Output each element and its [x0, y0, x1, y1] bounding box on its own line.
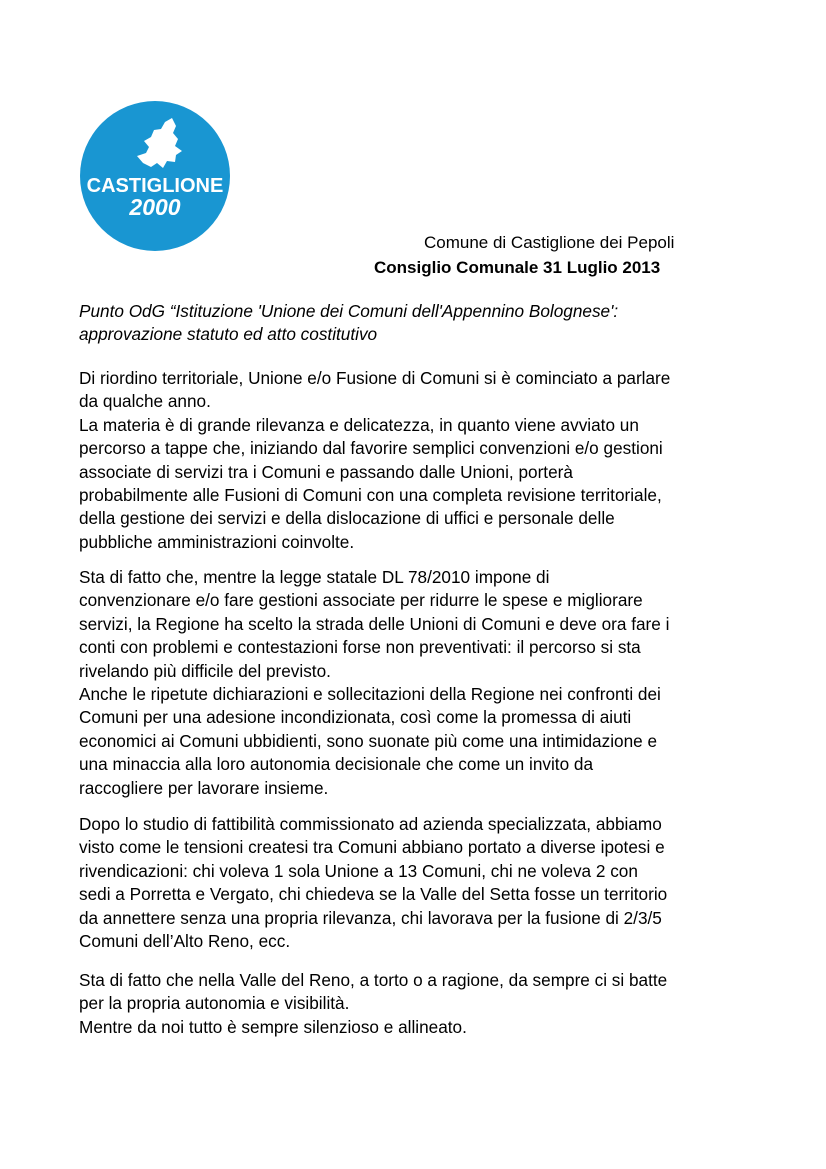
- paragraph-2: [79, 566, 759, 800]
- text-line: associate di servizi tra i Comuni e passando dalle Unioni, porterà: [79, 461, 573, 482]
- text-line: della gestione dei servizi e della dislocazione di uffici e personale delle: [79, 508, 615, 529]
- text-line: approvazione statuto ed atto costitutivo: [79, 324, 378, 345]
- text-line: visto come le tensioni createsi tra Comuni abbiano portato a diverse ipotesi e: [79, 837, 665, 858]
- text-line: La materia è di grande rilevanza e delicatezza, in quanto viene avviato un: [79, 414, 639, 435]
- text-line: da qualche anno.: [79, 391, 211, 412]
- text-line: da annettere senza una propria rilevanza, chi lavorava per la fusione di 2/3/5: [79, 907, 662, 928]
- text-line: Dopo lo studio di fattibilità commissionato ad azienda specializzata, abbiamo: [79, 814, 662, 834]
- text-line: percorso a tappe che, iniziando dal favorire semplici convenzioni e/o gestioni: [79, 438, 663, 459]
- text-line: rivendicazioni: chi voleva 1 sola Unione a 13 Comuni, chi ne voleva 2 con: [79, 860, 638, 881]
- paragraph-1: [79, 367, 759, 554]
- text-line: economici ai Comuni ubbidienti, sono suonate più come una intimidazione e: [79, 730, 658, 751]
- text-line: rivelando più difficile del previsto.: [79, 660, 331, 681]
- text-line: Di riordino territoriale, Unione e/o Fusione di Comuni si è cominciato a parlare: [79, 368, 671, 388]
- text-line: Comuni per una adesione incondizionata, così come la promessa di aiuti: [79, 707, 632, 728]
- text-line: conti con problemi e contestazioni forse non preventivati: il percorso si sta: [79, 637, 641, 658]
- text-line: Comuni dell’Alto Reno, ecc.: [79, 931, 291, 952]
- svg-text:CASTIGLIONE: CASTIGLIONE: [86, 175, 224, 197]
- text-line: Mentre da noi tutto è sempre silenzioso e allineato.: [79, 1016, 467, 1037]
- svg-text:2000: 2000: [129, 194, 181, 220]
- council-session-title: Consiglio Comunale 31 Luglio 2013: [374, 258, 661, 277]
- text-line: convenzionare e/o fare gestioni associate per ridurre le spese e migliorare: [79, 590, 643, 611]
- castiglione-2000-logo: [79, 100, 231, 252]
- agenda-item: [79, 300, 759, 347]
- text-line: sedi a Porretta e Vergato, chi chiedeva se la Valle del Setta fosse un territorio: [79, 884, 668, 905]
- text-line: raccogliere per lavorare insieme.: [79, 777, 329, 798]
- paragraph-4: [79, 969, 759, 1039]
- text-line: Anche le ripetute dichiarazioni e sollecitazioni della Regione nei confronti dei: [79, 684, 661, 705]
- text-line: Sta di fatto che nella Valle del Reno, a torto o a ragione, da sempre ci si batte: [79, 970, 668, 990]
- paragraph-3: [79, 813, 759, 953]
- text-line: pubbliche amministrazioni coinvolte.: [79, 531, 355, 552]
- text-line: una minaccia alla loro autonomia decisionale che come un invito da: [79, 754, 594, 775]
- text-line: Sta di fatto che, mentre la legge statale DL 78/2010 impone di: [79, 567, 550, 587]
- text-line: probabilmente alle Fusioni di Comuni con una completa revisione territoriale,: [79, 485, 662, 506]
- text-line: Punto OdG “Istituzione 'Unione dei Comuni dell'Appennino Bolognese':: [79, 301, 619, 321]
- text-line: per la propria autonomia e visibilità.: [79, 993, 350, 1014]
- municipality-name: Comune di Castiglione dei Pepoli: [424, 233, 675, 252]
- text-line: servizi, la Regione ha scelto la strada delle Unioni di Comuni e deve ora fare i: [79, 613, 670, 634]
